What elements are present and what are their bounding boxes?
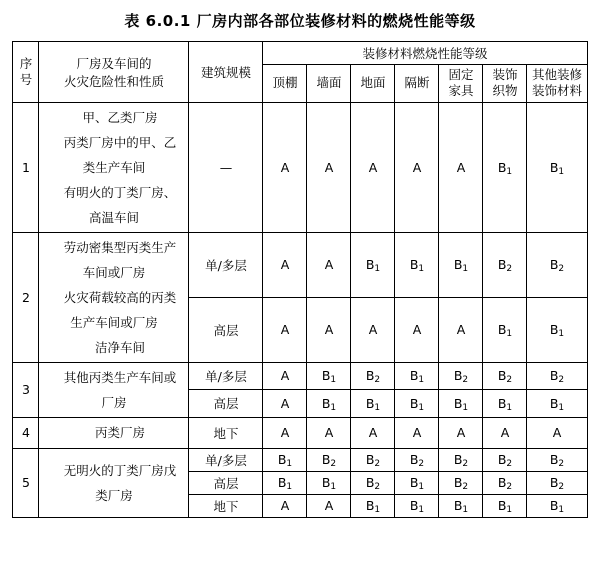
- row-nature: [39, 232, 189, 362]
- grade-cell: $B_1$: [439, 232, 483, 297]
- header-col-ceiling-l1: 顶棚: [272, 75, 298, 91]
- grade-cell: $B_2$: [483, 448, 527, 471]
- grade-cell: $B_1$: [351, 232, 395, 297]
- header-col-floor: [351, 65, 395, 103]
- grade-cell: A: [263, 297, 307, 362]
- header-col-other: [527, 65, 587, 103]
- grade-cell: $B_1$: [527, 297, 587, 362]
- grade-cell: A: [395, 297, 439, 362]
- row-nature-line: 高温车间: [88, 209, 139, 225]
- row-scale: 单/多层: [189, 362, 263, 390]
- header-seq-line2: 号: [19, 71, 33, 87]
- header-col-decorative-fabric: [483, 65, 527, 103]
- header-seq: [13, 42, 39, 103]
- grade-cell: $B_1$: [351, 494, 395, 517]
- grade-cell: $B_1$: [263, 448, 307, 471]
- header-col-furniture-l2: 家具: [448, 83, 474, 99]
- grade-cell: A: [395, 102, 439, 232]
- row-nature-line: 丙类厂房中的甲、乙: [63, 134, 177, 150]
- header-group: 装修材料燃烧性能等级: [263, 42, 587, 65]
- grade-cell: A: [307, 297, 351, 362]
- row-scale: 高层: [189, 390, 263, 418]
- grade-cell: $B_1$: [483, 494, 527, 517]
- grade-cell: A: [307, 232, 351, 297]
- grade-cell: A: [263, 102, 307, 232]
- grade-cell: $B_2$: [483, 232, 527, 297]
- header-col-other-l1: 其他装修: [531, 67, 582, 82]
- header-col-fixed-furniture: [439, 65, 483, 103]
- header-col-furniture-l1: 固定: [448, 67, 474, 82]
- header-nature-line2: 火灾危险性和性质: [63, 73, 164, 89]
- row-nature-line: 厂房: [101, 394, 127, 410]
- row-nature-line: 丙类厂房: [94, 425, 145, 440]
- table-row: [13, 102, 587, 232]
- grade-cell: A: [263, 362, 307, 390]
- grade-cell: A: [263, 494, 307, 517]
- grade-cell: $B_2$: [351, 448, 395, 471]
- grade-cell: $B_1$: [527, 102, 587, 232]
- row-nature: [39, 417, 189, 448]
- row-seq: 4: [13, 417, 39, 448]
- table-title: 表 6.0.1 厂房内部各部位装修材料的燃烧性能等级: [124, 12, 476, 30]
- row-nature: [39, 102, 189, 232]
- row-scale: 高层: [189, 471, 263, 494]
- grade-cell: $B_2$: [527, 362, 587, 390]
- grade-cell: $B_1$: [263, 471, 307, 494]
- row-nature-line: 甲、乙类厂房: [82, 109, 158, 125]
- grade-cell: $B_2$: [351, 362, 395, 390]
- grade-cell: $B_1$: [527, 390, 587, 418]
- grade-cell: A: [351, 297, 395, 362]
- row-nature-line: 无明火的丁类厂房戊: [63, 462, 177, 478]
- grade-cell: $B_2$: [527, 471, 587, 494]
- fire-performance-table: [12, 41, 587, 518]
- row-nature: [39, 448, 189, 517]
- table-row: [13, 448, 587, 471]
- grade-cell: $B_2$: [527, 448, 587, 471]
- header-col-partition: [395, 65, 439, 103]
- grade-cell: $B_1$: [483, 390, 527, 418]
- header-col-other-l2: 装饰材料: [531, 83, 582, 99]
- row-nature-line: 类生产车间: [82, 159, 146, 175]
- grade-cell: $B_1$: [439, 494, 483, 517]
- header-nature-line1: 厂房及车间的: [76, 55, 152, 71]
- row-scale: 单/多层: [189, 232, 263, 297]
- grade-cell: $B_2$: [439, 362, 483, 390]
- grade-cell: $B_1$: [395, 390, 439, 418]
- table-row: [13, 232, 587, 297]
- row-scale: 单/多层: [189, 448, 263, 471]
- table-body: [13, 102, 587, 517]
- header-seq-line1: 序: [19, 56, 33, 72]
- grade-cell: $B_1$: [395, 362, 439, 390]
- row-nature-line: 类厂房: [95, 487, 133, 503]
- grade-cell: A: [527, 417, 587, 448]
- grade-cell: $B_2$: [439, 448, 483, 471]
- header-col-ceiling: [263, 65, 307, 103]
- grade-cell: A: [263, 417, 307, 448]
- grade-cell: $B_1$: [395, 471, 439, 494]
- grade-cell: A: [263, 390, 307, 418]
- header-col-wall: [307, 65, 351, 103]
- table-row: [13, 417, 587, 448]
- header-scale: 建筑规模: [189, 42, 263, 103]
- grade-cell: $B_2$: [307, 448, 351, 471]
- row-nature-line: 劳动密集型丙类生产: [63, 239, 177, 255]
- row-nature-line: 生产车间或厂房: [70, 314, 158, 330]
- grade-cell: A: [307, 494, 351, 517]
- grade-cell: $B_1$: [307, 362, 351, 390]
- grade-cell: $B_2$: [351, 471, 395, 494]
- grade-cell: $B_1$: [395, 494, 439, 517]
- row-scale: —: [189, 102, 263, 232]
- table-head: [13, 42, 587, 103]
- grade-cell: A: [307, 417, 351, 448]
- row-nature: [39, 362, 189, 417]
- grade-cell: $B_1$: [483, 102, 527, 232]
- table-row: [13, 362, 587, 390]
- grade-cell: $B_2$: [395, 448, 439, 471]
- row-nature-line: 有明火的丁类厂房、: [63, 184, 177, 200]
- grade-cell: $B_2$: [439, 471, 483, 494]
- row-seq: 3: [13, 362, 39, 417]
- row-seq: 2: [13, 232, 39, 362]
- row-nature-line: 火灾荷载较高的丙类: [63, 289, 177, 305]
- header-row-1: [13, 42, 587, 65]
- grade-cell: $B_1$: [439, 390, 483, 418]
- grade-cell: A: [351, 102, 395, 232]
- header-nature: [39, 42, 189, 103]
- grade-cell: A: [439, 297, 483, 362]
- row-nature-line: 其他丙类生产车间或: [63, 369, 177, 385]
- grade-cell: $B_1$: [395, 232, 439, 297]
- header-col-wall-l1: 墙面: [316, 75, 342, 91]
- row-nature-line: 洁净车间: [94, 339, 145, 355]
- grade-cell: A: [307, 102, 351, 232]
- header-col-partition-l1: 隔断: [404, 75, 430, 91]
- row-scale: 高层: [189, 297, 263, 362]
- grade-cell: $B_1$: [527, 494, 587, 517]
- grade-cell: $B_2$: [527, 232, 587, 297]
- grade-cell: $B_2$: [483, 471, 527, 494]
- row-nature-line: 车间或厂房: [82, 264, 146, 280]
- row-scale: 地下: [189, 494, 263, 517]
- grade-cell: A: [439, 102, 483, 232]
- grade-cell: A: [439, 417, 483, 448]
- grade-cell: $B_1$: [307, 390, 351, 418]
- grade-cell: $B_1$: [351, 390, 395, 418]
- row-scale: 地下: [189, 417, 263, 448]
- grade-cell: A: [351, 417, 395, 448]
- grade-cell: $B_1$: [307, 471, 351, 494]
- header-col-fabric-l1: 装饰: [492, 67, 518, 82]
- row-seq: 1: [13, 102, 39, 232]
- grade-cell: $B_2$: [483, 362, 527, 390]
- row-seq: 5: [13, 448, 39, 517]
- header-col-floor-l1: 地面: [360, 75, 386, 91]
- grade-cell: A: [395, 417, 439, 448]
- grade-cell: A: [483, 417, 527, 448]
- header-col-fabric-l2: 织物: [492, 83, 518, 99]
- grade-cell: A: [263, 232, 307, 297]
- grade-cell: $B_1$: [483, 297, 527, 362]
